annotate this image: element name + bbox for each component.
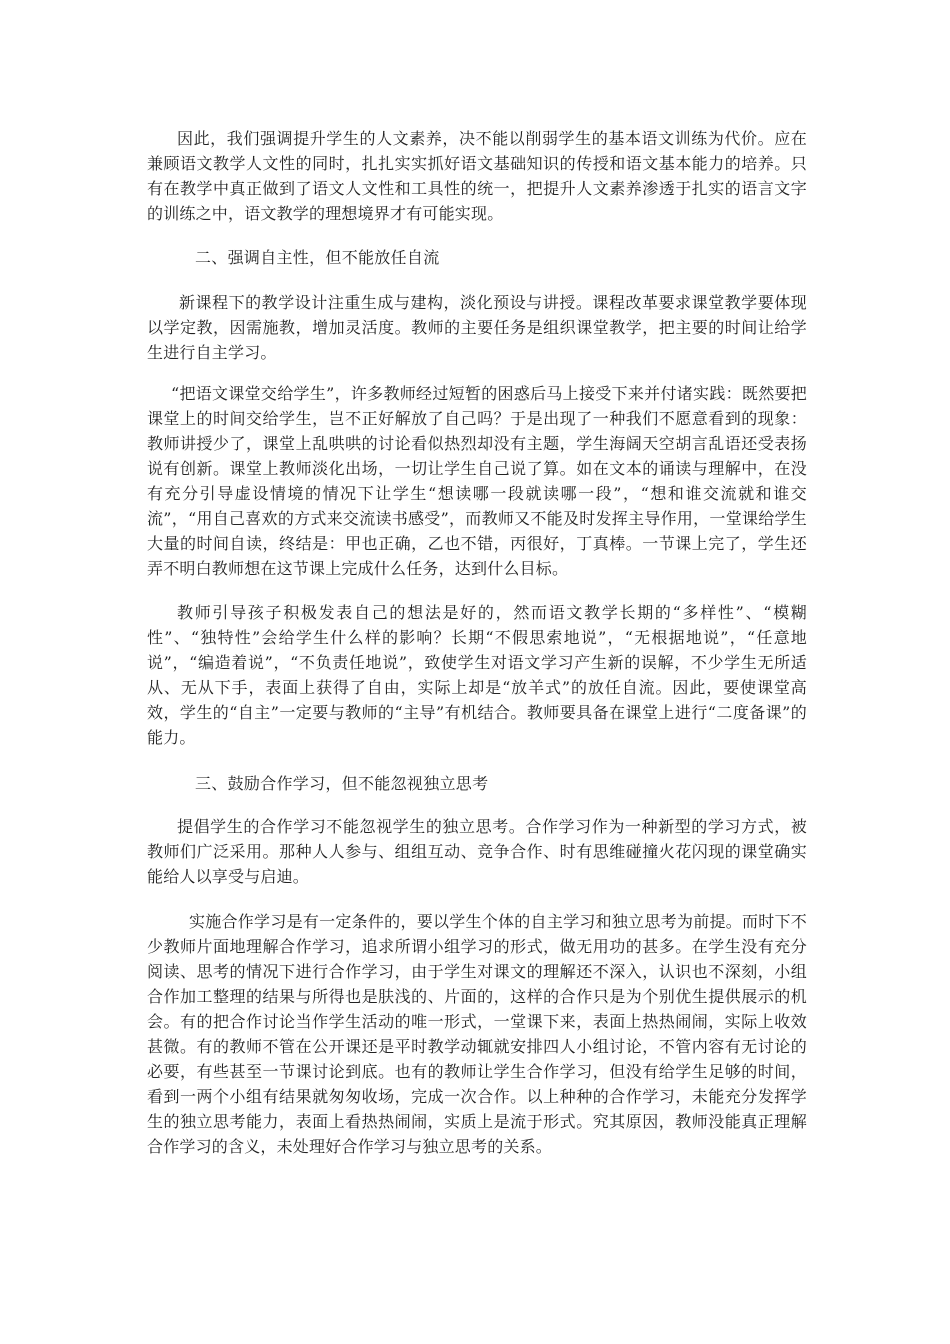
section-heading-autonomy: 二、强调自主性，但不能放任自流: [195, 248, 440, 267]
paragraph-teacher-guidance: 教师引导孩子积极发表自己的想法是好的，然而语文教学长期的“多样性”、“模糊性”、“独特性”会给学生什么样的影响？长期“不假思索地说”，“无根据地说”，“任意地说”，“编造着说”，“不负责任地说”，致使学生对语文学习产生新的误解，不少学生无所适从、无从下手，表面上获得了自由，实际上却是“放羊式”的放任自流。因此，要使课堂高效，学生的“自主”一定要与教师的“主导”有机结合。教师要具备在课堂上进行“二度备课”的能力。: [147, 603, 807, 747]
paragraph-humanistic-literacy: 因此，我们强调提升学生的人文素养，决不能以削弱学生的基本语文训练为代价。应在兼顾语文教学人文性的同时，扎扎实实抓好语文基础知识的传授和语文基本能力的培养。只有在教学中真正做到了语文人文性和工具性的统一，把提升人文素养渗透于扎实的语言文字的训练之中，语文教学的理想境界才有可能实现。: [147, 129, 807, 223]
paragraph-hand-classroom-to-students: “把语文课堂交给学生”，许多教师经过短暂的困惑后马上接受下来并付诸实践：既然要把课堂上的时间交给学生，岂不正好解放了自己吗？于是出现了一种我们不愿意看到的现象：教师讲授少了，课堂上乱哄哄的讨论看似热烈却没有主题，学生海阔天空胡言乱语还受表扬说有创新。课堂上教师淡化出场，一切让学生自己说了算。如在文本的诵读与理解中，在没有充分引导虚设情境的情况下让学生“想读哪一段就读哪一段”，“想和谁交流就和谁交流”，“用自己喜欢的方式来交流读书感受”，而教师又不能及时发挥主导作用，一堂课给学生大量的时间自读，终结是：甲也正确，乙也不错，丙很好，丁真棒。一节课上完了，学生还弄不明白教师想在这节课上完成什么任务，达到什么目标。: [147, 384, 807, 578]
paragraph-conditions-of-cooperation: 实施合作学习是有一定条件的，要以学生个体的自主学习和独立思考为前提。而时下不少教师片面地理解合作学习，追求所谓小组学习的形式，做无用功的甚多。在学生没有充分阅读、思考的情况下进行合作学习，由于学生对课文的理解还不深入，认识也不深刻，小组合作加工整理的结果与所得也是肤浅的、片面的，这样的合作只是为个别优生提供展示的机会。有的把合作讨论当作学生活动的唯一形式，一堂课下来，表面上热热闹闹，实际上收效甚微。有的教师不管在公开课还是平时教学动辄就安排四人小组讨论，不管内容有无讨论的必要，有些甚至一节课讨论到底。也有的教师让学生合作学习，但没有给学生足够的时间，看到一两个小组有结果就匆匆收场，完成一次合作。以上种种的合作学习，未能充分发挥学生的独立思考能力，表面上看热热闹闹，实质上是流于形式。究其原因，教师没能真正理解合作学习的含义，未处理好合作学习与独立思考的关系。: [147, 912, 807, 1156]
paragraph-new-curriculum: 新课程下的教学设计注重生成与建构，淡化预设与讲授。课程改革要求课堂教学要体现以学定教，因需施教，增加灵活度。教师的主要任务是组织课堂教学，把主要的时间让给学生进行自主学习。: [147, 293, 807, 362]
section-heading-cooperative-learning: 三、鼓励合作学习，但不能忽视独立思考: [195, 774, 489, 793]
paragraph-cooperative-vs-independent: 提倡学生的合作学习不能忽视学生的独立思考。合作学习作为一种新型的学习方式，被教师们广泛采用。那种人人参与、组组互动、竞争合作、时有思维碰撞火花闪现的课堂确实能给人以享受与启迪。: [147, 817, 807, 886]
